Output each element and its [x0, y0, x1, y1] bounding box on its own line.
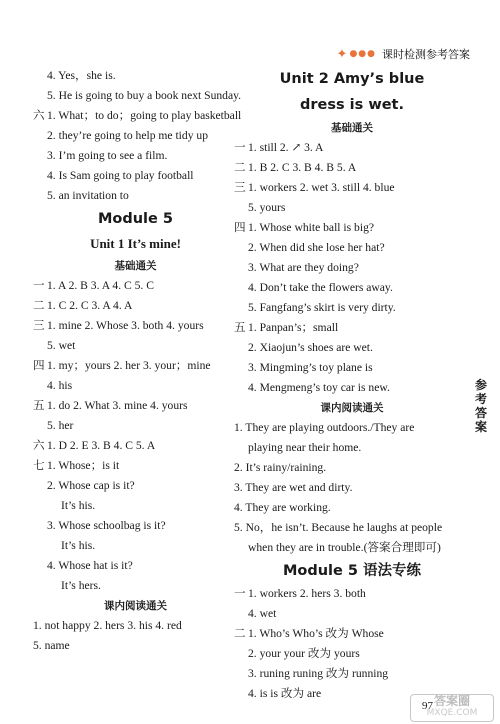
answer-text: It’s his. [61, 539, 96, 552]
question-number: 五 [33, 399, 45, 412]
answer-line [33, 276, 238, 296]
answer-text: 1. A 2. B 3. A 4. C 5. C [47, 279, 154, 292]
answer-text: 1. Whose white ball is big? [248, 221, 375, 234]
answer-text: 3. I’m going to see a film. [47, 149, 168, 162]
answer-text: 1. still 2. ↗ 3. A [248, 141, 324, 154]
section-heading: 课内阅读通关 [104, 600, 167, 612]
question-number: 三 [33, 319, 45, 332]
question-number: 二 [234, 627, 246, 640]
answer-text: playing near their home. [248, 441, 362, 454]
question-number: 三 [234, 181, 246, 194]
question-number: 一 [234, 587, 246, 600]
answer-line [33, 436, 238, 456]
answer-line [33, 636, 238, 656]
answer-line [234, 338, 470, 358]
star-icon: ✦ [336, 46, 348, 62]
page-header [337, 46, 470, 62]
section-heading: 基础通关 [114, 260, 157, 272]
answer-line [234, 624, 470, 644]
answer-text: 1. workers 2. wet 3. still 4. blue [248, 181, 395, 194]
answer-text: It’s his. [61, 499, 96, 512]
question-number: 二 [33, 299, 45, 312]
left-column [33, 66, 242, 656]
answer-line [234, 238, 470, 258]
answer-line [234, 584, 470, 604]
answer-line [33, 456, 238, 476]
answer-line [234, 298, 470, 318]
question-number: 六 [33, 109, 45, 122]
answer-line [33, 376, 238, 396]
header-title: 课时检测参考答案 [382, 48, 470, 61]
answer-line [33, 296, 238, 316]
answer-line [234, 664, 470, 684]
answer-line [33, 106, 242, 126]
answer-text: 1. Panpan’s；small [248, 321, 339, 334]
answer-text: 4. wet [248, 607, 277, 620]
answer-text: 2. they’re going to help me tidy up [47, 129, 208, 142]
answer-line [33, 476, 238, 496]
answer-line [33, 316, 238, 336]
answer-text: 1. workers 2. hers 3. both [248, 587, 366, 600]
answer-text: 1. Whose；is it [47, 459, 120, 472]
answer-line [234, 138, 470, 158]
answer-line [234, 498, 470, 518]
answer-line [33, 86, 242, 106]
question-number: 七 [33, 459, 45, 472]
page-number: 97 [422, 700, 433, 712]
answer-text: 5. name [33, 639, 70, 652]
answer-line [33, 576, 238, 596]
question-number: 二 [234, 161, 246, 174]
answer-line [234, 158, 470, 178]
answer-line [33, 336, 238, 356]
answer-line [33, 356, 238, 376]
answer-text: 5. No，he isn’t. Because he laughs at people [234, 521, 443, 534]
question-number: 五 [234, 321, 246, 334]
answer-line [234, 218, 470, 238]
header-dots: ●●● [349, 49, 376, 59]
answer-text: 5. wet [47, 339, 76, 352]
answer-text: 4. is is 改为 are [248, 687, 322, 700]
answer-line [33, 166, 238, 186]
answer-line [33, 516, 238, 536]
answer-text: 1. C 2. C 3. A 4. A [47, 299, 133, 312]
question-number: 四 [33, 359, 45, 372]
answer-line [33, 186, 238, 206]
module-heading: Module 5 [97, 211, 174, 227]
answer-line [234, 458, 470, 478]
answer-text: 3. Mingming’s toy plane is [248, 361, 373, 374]
module-heading: Unit 2 Amy’s blue [279, 71, 425, 87]
answer-text: 2. When did she lose her hat? [248, 241, 385, 254]
answer-text: 4. Whose hat is it? [47, 559, 133, 572]
answer-line [33, 536, 238, 556]
answer-line [234, 198, 470, 218]
question-number: 六 [33, 439, 45, 452]
answer-text: 4. Is Sam going to play football [47, 169, 194, 182]
answer-text: 2. Xiaojun’s shoes are wet. [248, 341, 373, 354]
answer-text: 3. runing runing 改为 running [248, 667, 389, 680]
module-heading: dress is wet. [300, 97, 404, 113]
answer-line [33, 616, 238, 636]
answer-text: 2. It’s rainy/raining. [234, 461, 327, 474]
watermark-logo [410, 694, 494, 722]
answer-text: 3. What are they doing? [248, 261, 359, 274]
answer-line [234, 178, 470, 198]
answer-line [234, 518, 470, 538]
answer-text: 1. not happy 2. hers 3. his 4. red [33, 619, 182, 632]
answer-line [33, 126, 238, 146]
answer-text: when they are in trouble.(答案合理即可) [248, 541, 441, 554]
answer-line [234, 478, 470, 498]
answer-text: 4. Yes，she is. [47, 69, 116, 82]
answer-line [234, 604, 470, 624]
watermark-top: 答案圈 [433, 694, 470, 708]
answer-line [234, 538, 470, 558]
answer-text: 1. Who’s Who’s 改为 Whose [248, 627, 384, 640]
unit-heading: Unit 1 It’s mine! [90, 236, 181, 251]
answer-line [234, 258, 470, 278]
module-heading: Module 5 语法专练 [282, 563, 422, 579]
answer-line [33, 396, 238, 416]
answer-text: 1. They are playing outdoors./They are [234, 421, 415, 434]
section-heading: 课内阅读通关 [320, 402, 384, 414]
question-number: 一 [234, 141, 246, 154]
answer-text: It’s hers. [61, 579, 101, 592]
answer-line [33, 496, 238, 516]
answer-line [234, 278, 470, 298]
answer-text: 1. D 2. E 3. B 4. C 5. A [47, 439, 156, 452]
answer-text: 4. Mengmeng’s toy car is new. [248, 381, 390, 394]
answer-line [33, 66, 238, 86]
answer-line [234, 418, 470, 438]
answer-line [234, 644, 470, 664]
answer-text: 4. his [47, 379, 73, 392]
answer-line [33, 416, 238, 436]
answer-line [234, 358, 470, 378]
watermark-bottom: MXQE.COM [426, 708, 478, 718]
question-number: 四 [234, 221, 246, 234]
answer-line [234, 318, 470, 338]
question-number: 一 [33, 279, 45, 292]
answer-text: 5. yours [248, 201, 286, 214]
answer-line [234, 438, 470, 458]
answer-text: 1. What；to do；going to play basketball [47, 109, 242, 122]
section-heading: 基础通关 [331, 122, 373, 134]
answer-text: 5. Fangfang’s skirt is very dirty. [248, 301, 396, 314]
answer-text: 5. her [47, 419, 74, 432]
answer-line [33, 146, 238, 166]
side-tab: 参 考 答 案 [474, 378, 487, 434]
answer-text: 4. Don’t take the flowers away. [248, 281, 393, 294]
answer-text: 1. mine 2. Whose 3. both 4. yours [47, 319, 204, 332]
answer-text: 1. B 2. C 3. B 4. B 5. A [248, 161, 357, 174]
answer-text: 2. Whose cap is it? [47, 479, 135, 492]
answer-text: 3. Whose schoolbag is it? [47, 519, 166, 532]
answer-text: 5. He is going to buy a book next Sunday. [47, 89, 242, 102]
answer-line [234, 378, 470, 398]
answer-text: 5. an invitation to [47, 189, 129, 202]
answer-text: 4. They are working. [234, 501, 331, 514]
answer-text: 1. my；yours 2. her 3. your；mine [47, 359, 211, 372]
answer-line [33, 556, 238, 576]
right-column [234, 66, 470, 704]
answer-text: 2. your your 改为 yours [248, 647, 360, 660]
answer-text: 3. They are wet and dirty. [234, 481, 353, 494]
answer-text: 1. do 2. What 3. mine 4. yours [47, 399, 188, 412]
